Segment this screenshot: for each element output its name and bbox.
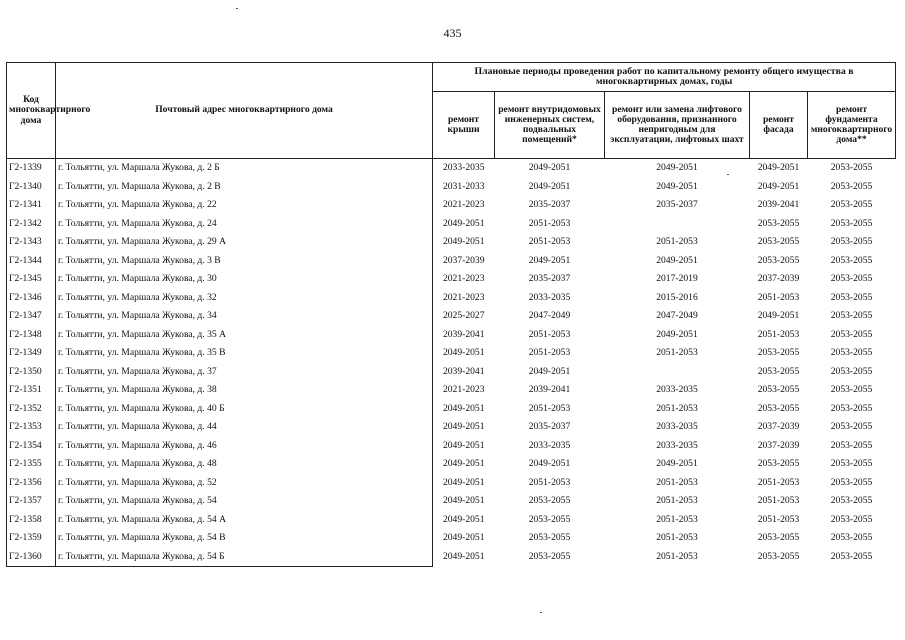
cell-foundation: 2053-2055 <box>830 384 873 396</box>
cell-facade: 2053-2055 <box>757 458 800 470</box>
cell-foundation: 2053-2055 <box>830 328 873 340</box>
cell-engineering: 2047-2049 <box>528 310 571 322</box>
table-row <box>7 437 896 456</box>
cell-roof: 2021-2023 <box>442 291 485 303</box>
table-row <box>7 511 896 530</box>
table-row <box>7 289 896 308</box>
cell-address: г. Тольятти, ул. Маршала Жукова, д. 40 Б <box>56 400 433 419</box>
cell-code: Г2-1342 <box>7 215 56 234</box>
cell-roof: 2049-2051 <box>442 513 485 525</box>
cell-elevator: 2049-2051 <box>656 180 698 192</box>
cell-foundation: 2053-2055 <box>830 347 873 359</box>
cell-elevator: 2051-2053 <box>656 402 698 414</box>
header-elevator: ремонт или замена лифтового оборудования, признанного непригодным для эксплуатации, лифтовых шахт <box>605 92 750 159</box>
cell-elevator: 2051-2053 <box>656 476 698 488</box>
table-row <box>7 178 896 197</box>
cell-foundation: 2053-2055 <box>830 550 873 562</box>
cell-code: Г2-1354 <box>7 437 56 456</box>
cell-elevator: 2049-2051 <box>656 162 698 174</box>
header-roof: ремонт крыши <box>433 92 495 159</box>
cell-engineering: 2049-2051 <box>528 180 571 192</box>
cell-engineering: 2051-2053 <box>528 402 571 414</box>
cell-elevator <box>605 215 750 234</box>
cell-foundation: 2053-2055 <box>830 513 873 525</box>
cell-facade: 2053-2055 <box>757 236 800 248</box>
cell-roof: 2025-2027 <box>442 310 485 322</box>
header-code: Код многоквартирного дома <box>7 63 56 159</box>
cell-code: Г2-1347 <box>7 307 56 326</box>
cell-roof: 2049-2051 <box>442 458 485 470</box>
cell-engineering: 2035-2037 <box>528 421 571 433</box>
cell-code: Г2-1360 <box>7 548 56 567</box>
table-row <box>7 159 896 178</box>
cell-elevator: 2051-2053 <box>656 532 698 544</box>
scan-speck <box>540 612 542 613</box>
table-body <box>7 159 896 567</box>
cell-roof: 2039-2041 <box>442 365 485 377</box>
cell-foundation: 2053-2055 <box>830 180 873 192</box>
cell-address: г. Тольятти, ул. Маршала Жукова, д. 22 <box>56 196 433 215</box>
cell-elevator: 2049-2051 <box>656 254 698 266</box>
cell-roof: 2049-2051 <box>442 217 485 229</box>
scan-speck <box>727 174 729 175</box>
cell-address: г. Тольятти, ул. Маршала Жукова, д. 38 <box>56 381 433 400</box>
cell-facade: 2053-2055 <box>757 532 800 544</box>
cell-code: Г2-1340 <box>7 178 56 197</box>
table-row <box>7 196 896 215</box>
cell-elevator: 2051-2053 <box>656 513 698 525</box>
cell-facade: 2053-2055 <box>757 217 800 229</box>
table-row <box>7 307 896 326</box>
cell-foundation: 2053-2055 <box>830 162 873 174</box>
cell-engineering: 2051-2053 <box>528 347 571 359</box>
cell-engineering: 2051-2053 <box>528 217 571 229</box>
cell-elevator: 2049-2051 <box>656 328 698 340</box>
cell-code: Г2-1341 <box>7 196 56 215</box>
cell-code: Г2-1346 <box>7 289 56 308</box>
cell-engineering: 2033-2035 <box>528 291 571 303</box>
cell-code: Г2-1351 <box>7 381 56 400</box>
cell-facade: 2051-2053 <box>757 328 800 340</box>
cell-engineering: 2051-2053 <box>528 476 571 488</box>
cell-foundation: 2053-2055 <box>830 291 873 303</box>
cell-elevator: 2051-2053 <box>656 550 698 562</box>
cell-code: Г2-1345 <box>7 270 56 289</box>
cell-facade: 2039-2041 <box>757 199 800 211</box>
cell-address: г. Тольятти, ул. Маршала Жукова, д. 32 <box>56 289 433 308</box>
cell-engineering: 2049-2051 <box>528 162 571 174</box>
cell-facade: 2049-2051 <box>757 162 800 174</box>
cell-roof: 2039-2041 <box>442 328 485 340</box>
header-periods-group: Плановые периоды проведения работ по капитальному ремонту общего имущества в многоквартирных домах, годы <box>433 63 896 92</box>
table-row <box>7 270 896 289</box>
cell-engineering: 2033-2035 <box>528 439 571 451</box>
cell-facade: 2049-2051 <box>757 310 800 322</box>
repair-schedule-table <box>6 62 896 567</box>
table-row <box>7 400 896 419</box>
header-address: Почтовый адрес многоквартирного дома <box>56 63 433 159</box>
cell-facade: 2037-2039 <box>757 421 800 433</box>
cell-address: г. Тольятти, ул. Маршала Жукова, д. 48 <box>56 455 433 474</box>
cell-facade: 2053-2055 <box>757 550 800 562</box>
cell-elevator <box>605 363 750 382</box>
cell-foundation: 2053-2055 <box>830 217 873 229</box>
cell-roof: 2049-2051 <box>442 402 485 414</box>
cell-foundation: 2053-2055 <box>830 439 873 451</box>
cell-roof: 2049-2051 <box>442 347 485 359</box>
cell-elevator: 2015-2016 <box>656 291 698 303</box>
cell-engineering: 2035-2037 <box>528 199 571 211</box>
cell-address: г. Тольятти, ул. Маршала Жукова, д. 54 В <box>56 529 433 548</box>
table-row <box>7 548 896 567</box>
cell-elevator: 2049-2051 <box>656 458 698 470</box>
cell-code: Г2-1357 <box>7 492 56 511</box>
cell-address: г. Тольятти, ул. Маршала Жукова, д. 46 <box>56 437 433 456</box>
page-number: 435 <box>443 26 462 40</box>
cell-facade: 2053-2055 <box>757 347 800 359</box>
table-row <box>7 381 896 400</box>
cell-roof: 2049-2051 <box>442 439 485 451</box>
cell-code: Г2-1348 <box>7 326 56 345</box>
cell-address: г. Тольятти, ул. Маршала Жукова, д. 24 <box>56 215 433 234</box>
cell-elevator: 2051-2053 <box>656 347 698 359</box>
cell-address: г. Тольятти, ул. Маршала Жукова, д. 35 А <box>56 326 433 345</box>
table-row <box>7 344 896 363</box>
cell-address: г. Тольятти, ул. Маршала Жукова, д. 29 А <box>56 233 433 252</box>
cell-address: г. Тольятти, ул. Маршала Жукова, д. 30 <box>56 270 433 289</box>
cell-roof: 2033-2035 <box>442 162 485 174</box>
cell-address: г. Тольятти, ул. Маршала Жукова, д. 2 Б <box>56 159 433 178</box>
cell-code: Г2-1349 <box>7 344 56 363</box>
cell-roof: 2049-2051 <box>442 476 485 488</box>
cell-engineering: 2049-2051 <box>528 254 571 266</box>
cell-foundation: 2053-2055 <box>830 495 873 507</box>
cell-foundation: 2053-2055 <box>830 254 873 266</box>
cell-foundation: 2053-2055 <box>830 365 873 377</box>
cell-engineering: 2039-2041 <box>528 384 571 396</box>
cell-facade: 2049-2051 <box>757 180 800 192</box>
table-row <box>7 326 896 345</box>
cell-roof: 2037-2039 <box>442 254 485 266</box>
cell-foundation: 2053-2055 <box>830 402 873 414</box>
cell-facade: 2037-2039 <box>757 439 800 451</box>
cell-elevator: 2051-2053 <box>656 495 698 507</box>
cell-facade: 2051-2053 <box>757 291 800 303</box>
table-row <box>7 455 896 474</box>
cell-engineering: 2049-2051 <box>528 365 571 377</box>
cell-elevator: 2017-2019 <box>656 273 698 285</box>
cell-address: г. Тольятти, ул. Маршала Жукова, д. 52 <box>56 474 433 493</box>
cell-facade: 2053-2055 <box>757 365 800 377</box>
cell-address: г. Тольятти, ул. Маршала Жукова, д. 37 <box>56 363 433 382</box>
cell-engineering: 2053-2055 <box>528 532 571 544</box>
cell-code: Г2-1355 <box>7 455 56 474</box>
cell-engineering: 2051-2053 <box>528 328 571 340</box>
cell-facade: 2053-2055 <box>757 384 800 396</box>
cell-elevator: 2033-2035 <box>656 439 698 451</box>
cell-engineering: 2053-2055 <box>528 495 571 507</box>
cell-elevator: 2051-2053 <box>656 236 698 248</box>
scan-speck <box>236 8 238 9</box>
cell-address: г. Тольятти, ул. Маршала Жукова, д. 54 А <box>56 511 433 530</box>
header-facade: ремонт фасада <box>750 92 808 159</box>
cell-roof: 2049-2051 <box>442 532 485 544</box>
header-engineering: ремонт внутридомовых инженерных систем, подвальных помещений* <box>495 92 605 159</box>
table-row <box>7 474 896 493</box>
cell-roof: 2049-2051 <box>442 550 485 562</box>
cell-code: Г2-1359 <box>7 529 56 548</box>
cell-foundation: 2053-2055 <box>830 421 873 433</box>
cell-elevator: 2033-2035 <box>656 421 698 433</box>
cell-foundation: 2053-2055 <box>830 273 873 285</box>
cell-elevator: 2047-2049 <box>656 310 698 322</box>
cell-foundation: 2053-2055 <box>830 236 873 248</box>
cell-facade: 2051-2053 <box>757 476 800 488</box>
table-header <box>7 63 896 159</box>
cell-facade: 2037-2039 <box>757 273 800 285</box>
cell-address: г. Тольятти, ул. Маршала Жукова, д. 54 Б <box>56 548 433 567</box>
cell-roof: 2021-2023 <box>442 273 485 285</box>
cell-engineering: 2049-2051 <box>528 458 571 470</box>
cell-roof: 2031-2033 <box>442 180 485 192</box>
cell-code: Г2-1356 <box>7 474 56 493</box>
cell-foundation: 2053-2055 <box>830 532 873 544</box>
cell-roof: 2049-2051 <box>442 236 485 248</box>
cell-foundation: 2053-2055 <box>830 458 873 470</box>
cell-facade: 2053-2055 <box>757 402 800 414</box>
table-row <box>7 215 896 234</box>
cell-address: г. Тольятти, ул. Маршала Жукова, д. 54 <box>56 492 433 511</box>
cell-foundation: 2053-2055 <box>830 476 873 488</box>
cell-address: г. Тольятти, ул. Маршала Жукова, д. 3 В <box>56 252 433 271</box>
cell-code: Г2-1339 <box>7 159 56 178</box>
cell-facade: 2051-2053 <box>757 495 800 507</box>
cell-engineering: 2053-2055 <box>528 513 571 525</box>
header-row-top <box>7 63 896 92</box>
cell-facade: 2051-2053 <box>757 513 800 525</box>
header-foundation: ремонт фундамента многоквартирного дома** <box>808 92 896 159</box>
cell-code: Г2-1350 <box>7 363 56 382</box>
cell-roof: 2049-2051 <box>442 421 485 433</box>
table-row <box>7 529 896 548</box>
cell-address: г. Тольятти, ул. Маршала Жукова, д. 34 <box>56 307 433 326</box>
cell-code: Г2-1358 <box>7 511 56 530</box>
cell-roof: 2021-2023 <box>442 199 485 211</box>
table-row <box>7 233 896 252</box>
cell-elevator: 2035-2037 <box>656 199 698 211</box>
cell-code: Г2-1352 <box>7 400 56 419</box>
cell-code: Г2-1353 <box>7 418 56 437</box>
cell-address: г. Тольятти, ул. Маршала Жукова, д. 2 В <box>56 178 433 197</box>
table-row <box>7 492 896 511</box>
table-row <box>7 252 896 271</box>
cell-roof: 2021-2023 <box>442 384 485 396</box>
table-row <box>7 418 896 437</box>
cell-elevator: 2033-2035 <box>656 384 698 396</box>
table-row <box>7 363 896 382</box>
cell-foundation: 2053-2055 <box>830 310 873 322</box>
cell-facade: 2053-2055 <box>757 254 800 266</box>
cell-roof: 2049-2051 <box>442 495 485 507</box>
cell-address: г. Тольятти, ул. Маршала Жукова, д. 44 <box>56 418 433 437</box>
cell-code: Г2-1344 <box>7 252 56 271</box>
cell-engineering: 2035-2037 <box>528 273 571 285</box>
cell-engineering: 2051-2053 <box>528 236 571 248</box>
cell-foundation: 2053-2055 <box>830 199 873 211</box>
cell-engineering: 2053-2055 <box>528 550 571 562</box>
cell-address: г. Тольятти, ул. Маршала Жукова, д. 35 В <box>56 344 433 363</box>
cell-code: Г2-1343 <box>7 233 56 252</box>
